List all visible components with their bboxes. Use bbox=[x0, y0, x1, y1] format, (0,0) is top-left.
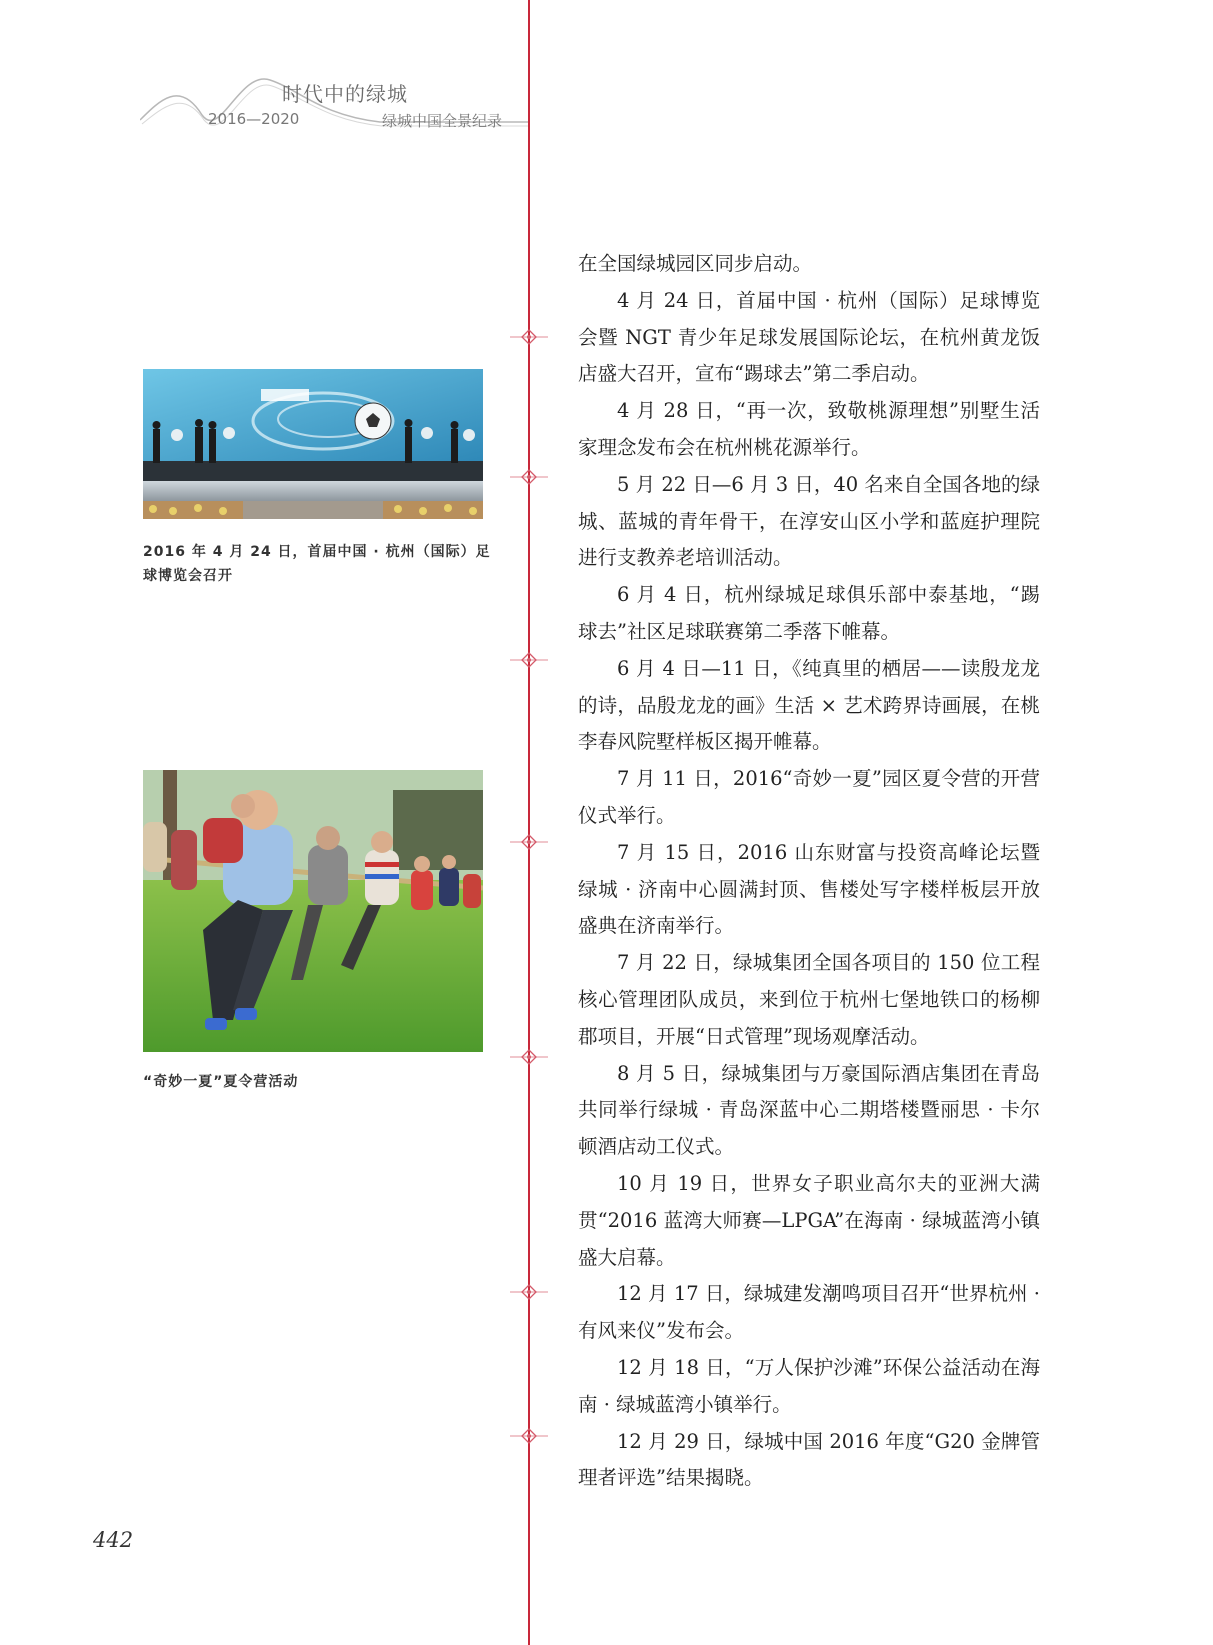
photo-caption: “奇妙一夏”夏令营活动 bbox=[143, 1074, 299, 1090]
paragraph: 7 月 11 日，2016“奇妙一夏”园区夏令营的开营仪式举行。 bbox=[578, 767, 1040, 827]
photo-tug-of-war bbox=[143, 770, 483, 1052]
header-title: 时代中的绿城 bbox=[282, 82, 408, 106]
paragraph: 4 月 28 日，“再一次，致敬桃源理想”别墅生活家理念发布会在杭州桃花源举行。 bbox=[578, 399, 1040, 459]
header-subtitle: 绿城中国全景纪录 bbox=[382, 112, 503, 130]
paragraph: 10 月 19 日，世界女子职业高尔夫的亚洲大满贯“2016 蓝湾大师赛—LPGA”在海南 · 绿城蓝湾小镇盛大启幕。 bbox=[578, 1171, 1040, 1269]
header-years: 2016—2020 bbox=[208, 110, 300, 128]
timeline-marker bbox=[508, 833, 550, 851]
paragraph: 12 月 17 日，绿城建发潮鸣项目召开“世界杭州 · 有风来仪”发布会。 bbox=[578, 1282, 1040, 1343]
paragraph: 8 月 5 日，绿城集团与万豪国际酒店集团在青岛共同举行绿城 · 青岛深蓝中心二期塔楼暨丽思 · 卡尔顿酒店动工仪式。 bbox=[578, 1061, 1040, 1159]
timeline-marker bbox=[508, 651, 550, 669]
paragraph: 5 月 22 日—6 月 3 日，40 名来自全国各地的绿城、蓝城的青年骨干，在淳安山区小学和蓝庭护理院进行支教养老培训活动。 bbox=[578, 472, 1040, 570]
paragraph: 在全国绿城园区同步启动。 bbox=[578, 252, 813, 275]
paragraph: 6 月 4 日，杭州绿城足球俱乐部中泰基地，“踢球去”社区足球联赛第二季落下帷幕。 bbox=[578, 583, 1040, 643]
paragraph: 4 月 24 日，首届中国 · 杭州（国际）足球博览会暨 NGT 青少年足球发展国际论坛，在杭州黄龙饭店盛大召开，宣布“踢球去”第二季启动。 bbox=[578, 288, 1040, 386]
timeline-marker bbox=[508, 468, 550, 486]
chronicle-text bbox=[578, 246, 1040, 1497]
timeline-marker bbox=[508, 1283, 550, 1301]
page-number: 442 bbox=[93, 1528, 134, 1552]
paragraph: 6 月 4 日—11 日，《纯真里的栖居——读殷龙龙的诗，品殷龙龙的画》生活 × 艺术跨界诗画展，在桃李春风院墅样板区揭开帷幕。 bbox=[578, 656, 1040, 754]
photo-football-expo bbox=[143, 369, 483, 519]
photo-caption: 2016 年 4 月 24 日，首届中国 · 杭州（国际）足球博览会召开 bbox=[143, 544, 491, 584]
timeline-marker bbox=[508, 1048, 550, 1066]
paragraph: 7 月 22 日，绿城集团全国各项目的 150 位工程核心管理团队成员，来到位于杭州七堡地铁口的杨柳郡项目，开展“日式管理”现场观摩活动。 bbox=[578, 951, 1040, 1048]
timeline-marker bbox=[508, 328, 550, 346]
running-header bbox=[140, 60, 530, 140]
paragraph: 12 月 29 日，绿城中国 2016 年度“G20 金牌管理者评选”结果揭晓。 bbox=[578, 1429, 1040, 1490]
timeline-line bbox=[528, 0, 530, 1645]
timeline-marker bbox=[508, 1427, 550, 1445]
paragraph: 12 月 18 日，“万人保护沙滩”环保公益活动在海南 · 绿城蓝湾小镇举行。 bbox=[578, 1355, 1040, 1416]
paragraph: 7 月 15 日，2016 山东财富与投资高峰论坛暨绿城 · 济南中心圆满封顶、售楼处写字楼样板层开放盛典在济南举行。 bbox=[578, 840, 1040, 938]
